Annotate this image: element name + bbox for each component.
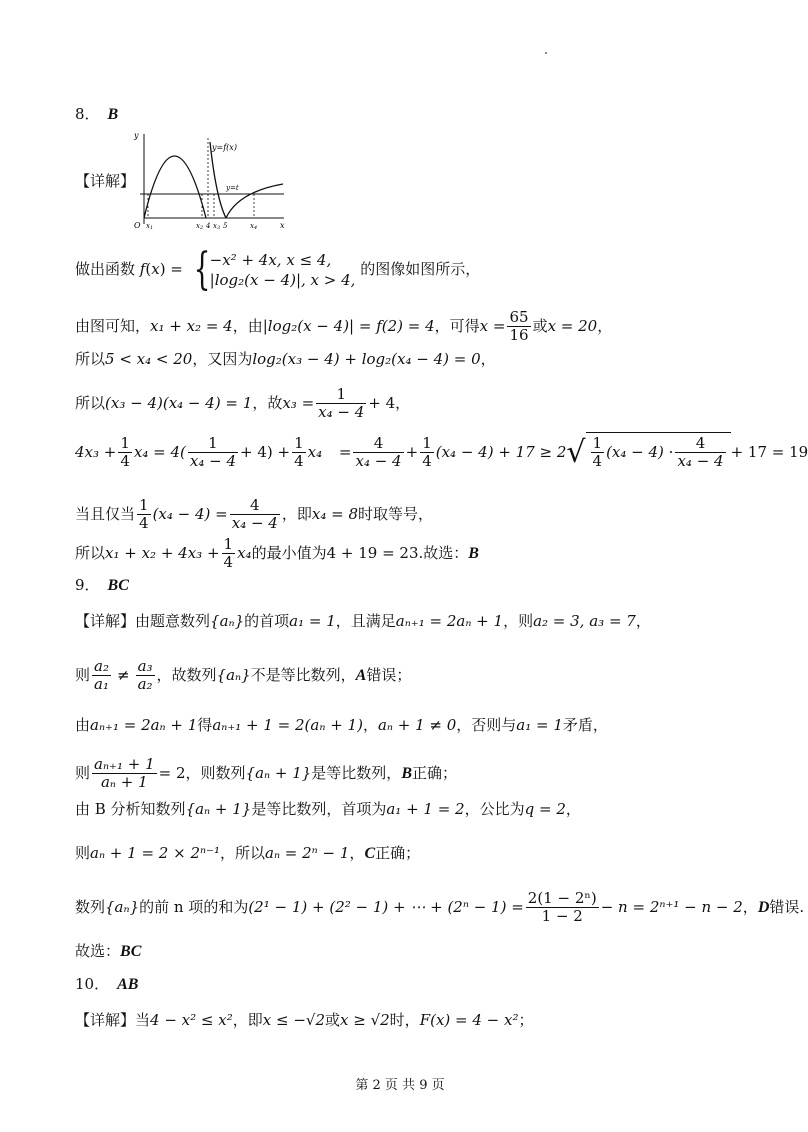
question-number: 8． xyxy=(75,105,100,123)
q8-heading xyxy=(75,107,118,123)
q9-line-6: 则aₙ + 1 = 2 × 2ⁿ⁻¹，所以aₙ = 2ⁿ − 1，C正确； xyxy=(75,844,421,862)
question-answer: BC xyxy=(107,577,129,594)
page-footer: 第 2 页 共 9 页 xyxy=(355,1078,445,1093)
graph-curve-label: y=f(x) xyxy=(212,143,237,152)
graph-x1-label: x1 xyxy=(146,222,154,231)
q10-heading xyxy=(75,977,138,993)
q10-line-1: 【详解】当4 − x² ≤ x²，即x ≤ −√2或x ≥ √2时，F(x) = 4 − x²； xyxy=(75,1011,534,1029)
q9-line-1: 【详解】由题意数列{aₙ}的首项a₁ = 1，且满足aₙ₊₁ = 2aₙ + 1，则a₂ = 3, a₃ = 7， xyxy=(75,612,651,630)
q8-line-7: 所以x₁ + x₂ + 4x₃ + $\frac{1}{4}$ x₄的最小值为4 + 19 = 23.故选：B xyxy=(75,535,479,572)
graph-y-axis-label: y xyxy=(134,131,139,140)
q9-line-8: 故选：BC xyxy=(75,942,142,960)
q8-line-4: 所以(x₃ − 4)(x₄ − 4) = 1，故x₃ = $\frac{1}{\text{x₄ − 4}}$ + 4， xyxy=(75,385,411,422)
question-answer: B xyxy=(107,106,119,123)
question-number: 9． xyxy=(75,576,100,594)
graph-x-axis-label: x xyxy=(280,221,285,230)
graph-x3-label: x3 xyxy=(213,222,221,231)
q8-line-5: 4x₃ + $\frac{1}{4}$ x₄ = 4( $\frac{1}{\text{x₄ − 4}}$ + 4) + $\frac{1}{4}$ x₄ = $\frac{4}{\text{x₄ − 4}}$ + $\frac{1}{4}$ (x₄ − 4) + 17 ≥ 2√ $\frac{1}{4}$ (x₄ − 4) · $\frac{4}{\text{x₄ − 4}}$ + 17 = 19 xyxy=(75,434,808,471)
q9-line-2: 则 $\frac{\text{a₂}}{\text{a₁}}$ ≠ $\frac{\text{a₃}}{\text{a₂}}$ ，故数列{aₙ}不是等比数列，A错误； xyxy=(75,657,412,694)
graph-origin-label: O xyxy=(134,221,141,230)
q8-line-3: 所以5 < x₄ < 20，又因为log₂(x₃ − 4) + log₂(x₄ − 4) = 0， xyxy=(75,350,496,368)
q8-line-6: 当且仅当 $\frac{1}{4}$ (x₄ − 4) = $\frac{4}{\text{x₄ − 4}}$ ，即x₄ = 8时取等号， xyxy=(75,496,434,533)
graph-four-label: 4 xyxy=(206,222,211,230)
graph-five-label: 5 xyxy=(223,222,228,230)
speck-dot xyxy=(545,52,547,54)
q9-line-7: 数列{aₙ}的前 n 项的和为(2¹ − 1) + (2² − 1) + ⋯ + (2ⁿ − 1) = $\frac{\text{2(1 − 2ⁿ)}}{1 - 2}$ − n = 2ⁿ⁺¹ − n − 2，D错误. xyxy=(75,889,805,926)
q8-function-graph xyxy=(128,128,288,234)
q9-heading xyxy=(75,578,129,594)
graph-x4-label: x4 xyxy=(250,222,258,231)
q9-line-4: 则 $\frac{\text{aₙ₊₁ + 1}}{\text{aₙ + 1}}$ = 2，则数列{aₙ + 1}是等比数列，B正确； xyxy=(75,755,457,792)
q8-detail-tag: 【详解】 xyxy=(75,172,136,190)
q9-line-5: 由 B 分析知数列{aₙ + 1}是等比数列，首项为a₁ + 1 = 2，公比为q = 2， xyxy=(75,800,581,818)
question-number: 10． xyxy=(75,975,110,993)
q9-line-3: 由aₙ₊₁ = 2aₙ + 1得aₙ₊₁ + 1 = 2(aₙ + 1)，aₙ + 1 ≠ 0，否则与a₁ = 1矛盾， xyxy=(75,716,608,734)
graph-t-label: y=t xyxy=(226,184,239,192)
question-answer: AB xyxy=(117,976,139,993)
q8-line-1: 做出函数 f(x) = { −x² + 4x, x ≤ 4, |log₂(x − 4)|, x > 4, 的图像如图所示， xyxy=(75,244,481,295)
graph-x2-label: x2 xyxy=(196,222,204,231)
q8-line-2: 由图可知，x₁ + x₂ = 4，由|log₂(x − 4)| = f(2) = 4，可得x = $\frac{65}{16}$ 或x = 20， xyxy=(75,308,613,345)
